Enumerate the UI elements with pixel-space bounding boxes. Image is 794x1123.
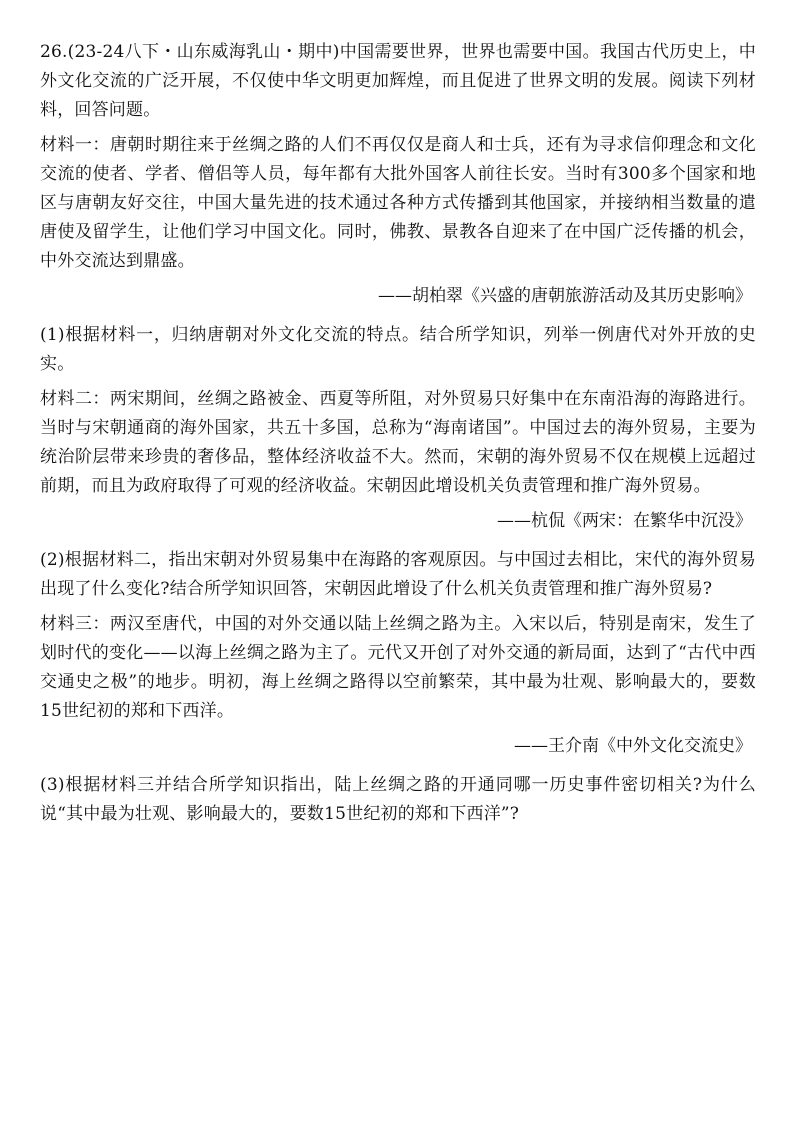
material-one: 材料一：唐朝时期往来于丝绸之路的人们不再仅仅是商人和士兵，还有为寻求信仰理念和文化交流的使者、学者、僧侣等人员，每年都有大批外国客人前往长安。当时有300多个国家和地区与唐朝友好交往，中国大量先进的技术通过各种方式传播到其他国家，并接纳相当数量的遣唐使及留学生，让他们学习中国文化。同时，佛教、景教各自迎来了在中国广泛传播的机会，中外交流达到鼎盛。 (40, 135, 756, 271)
sub-question-3: (3)根据材料三并结合所学知识指出，陆上丝绸之路的开通同哪一历史事件密切相关?为什么说“其中最为壮观、影响最大的，要数15世纪初的郑和下西洋”? (40, 775, 756, 824)
question-intro: 26.(23-24八下・山东威海乳山・期中)中国需要世界，世界也需要中国。我国古代历史上，中外文化交流的广泛开展，不仅使中华文明更加辉煌，而且促进了世界文明的发展。阅读下列材料，回答问题。 (40, 42, 756, 120)
material-two-source: ——杭侃《两宋：在繁华中沉没》 (497, 511, 752, 531)
material-three: 材料三：两汉至唐代，中国的对外交通以陆上丝绸之路为主。入宋以后，特别是南宋，发生了划时代的变化——以海上丝绸之路为主了。元代又开创了对外交通的新局面，达到了“古代中西交通史之极”的地步。明初，海上丝绸之路得以空前繁荣，其中最为壮观、影响最大的，要数15世纪初的郑和下西洋。 (40, 614, 756, 721)
material-two: 材料二：两宋期间，丝绸之路被金、西夏等所阻，对外贸易只好集中在东南沿海的海路进行。当时与宋朝通商的海外国家，共五十多国，总称为“海南诸国”。中国过去的海外贸易，主要为统治阶层带来珍贵的奢侈品，整体经济收益不大。然而，宋朝的海外贸易不仅在规模上远超过前期，而且为政府取得了可观的经济收益。宋朝因此增设机关负责管理和推广海外贸易。 (40, 389, 756, 496)
sub-question-2: (2)根据材料二，指出宋朝对外贸易集中在海路的客观原因。与中国过去相比，宋代的海外贸易出现了什么变化?结合所学知识回答，宋朝因此增设了什么机关负责管理和推广海外贸易? (40, 550, 756, 599)
material-three-source: ——王介南《中外文化交流史》 (514, 736, 752, 756)
question-26 (40, 38, 756, 835)
sub-question-1: (1)根据材料一，归纳唐朝对外文化交流的特点。结合所学知识，列举一例唐代对外开放的史实。 (40, 325, 756, 374)
material-one-source: ——胡柏翠《兴盛的唐朝旅游活动及其历史影响》 (378, 286, 752, 306)
